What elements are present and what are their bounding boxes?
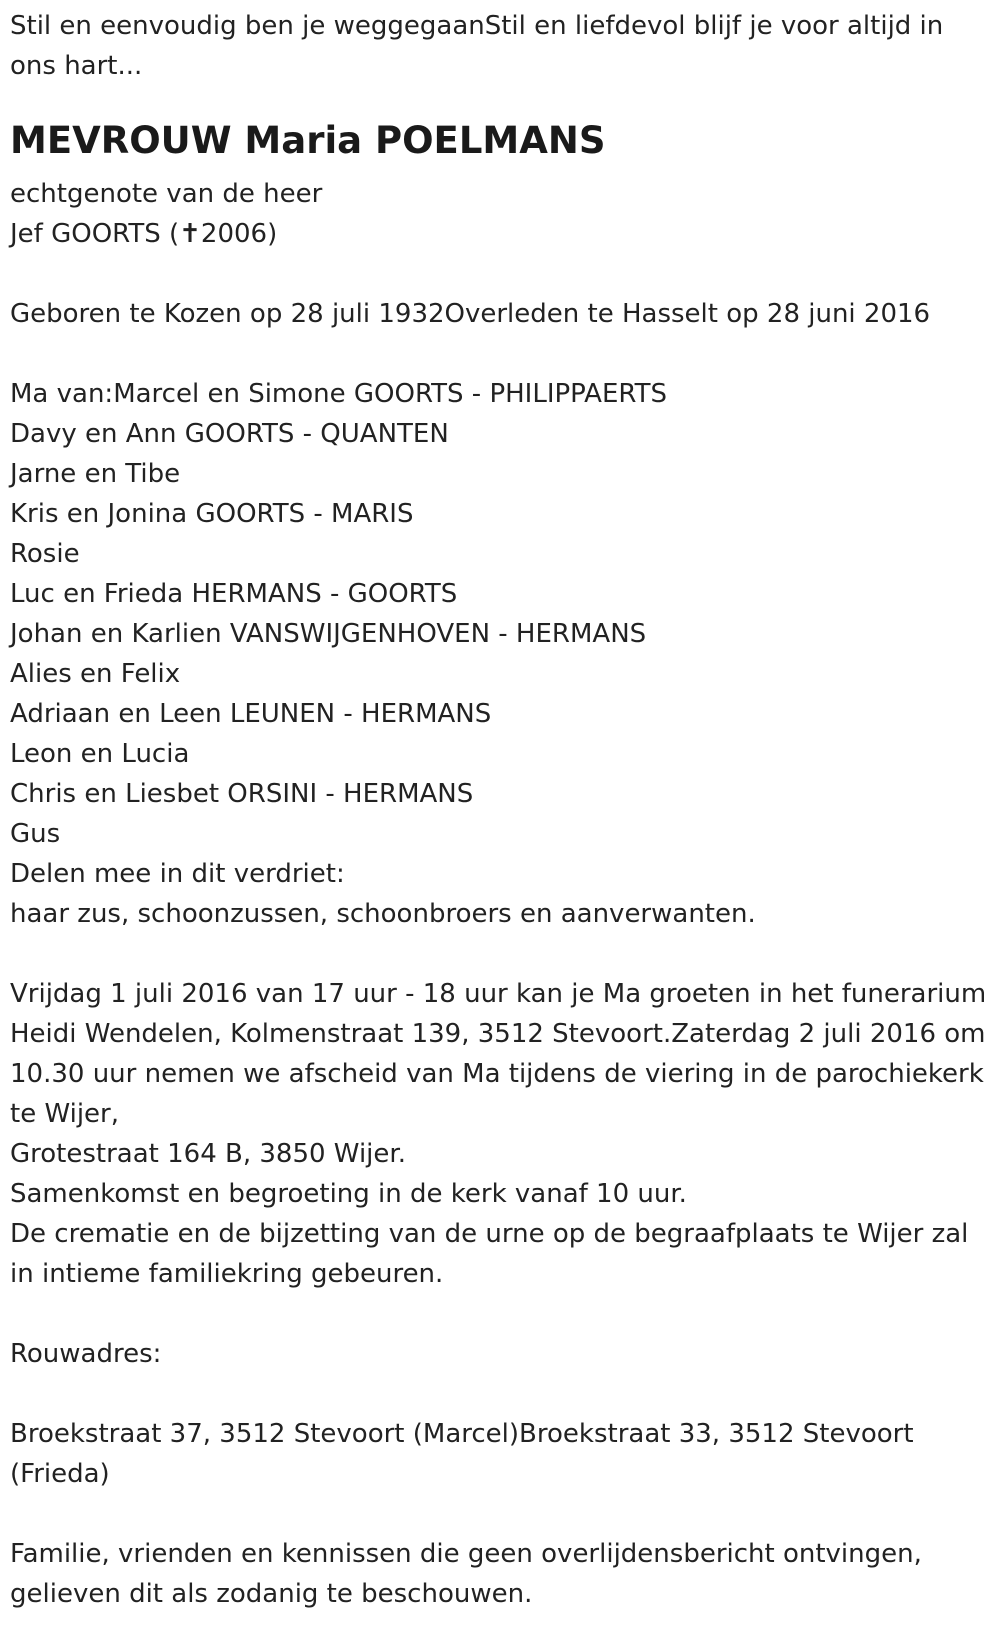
family-line: Luc en Frieda HERMANS - GOORTS xyxy=(10,579,458,609)
family-line: Chris en Liesbet ORSINI - HERMANS xyxy=(10,779,474,809)
family-line: Jarne en Tibe xyxy=(10,459,181,489)
spouse-line-2: Jef GOORTS (✝2006) xyxy=(10,219,278,249)
spacer xyxy=(10,1494,990,1534)
spacer xyxy=(10,934,990,974)
family-list xyxy=(10,374,990,934)
ceremony-paragraph: Samenkomst en begroeting in de kerk vanaf 10 uur. xyxy=(10,1179,687,1209)
spacer xyxy=(10,334,990,374)
spacer xyxy=(10,1374,990,1414)
family-line: Adriaan en Leen LEUNEN - HERMANS xyxy=(10,699,492,729)
family-line: Kris en Jonina GOORTS - MARIS xyxy=(10,499,414,529)
family-line: Rosie xyxy=(10,539,80,569)
deceased-name: MEVROUW Maria POELMANS xyxy=(10,119,606,162)
family-line: Delen mee in dit verdriet: xyxy=(10,859,345,889)
closing-text: Familie, vrienden en kennissen die geen overlijdensbericht ontvingen, gelieven dit als zodanig te beschouwen. xyxy=(10,1539,922,1609)
mourning-addresses: Broekstraat 37, 3512 Stevoort (Marcel)Broekstraat 33, 3512 Stevoort (Frieda) xyxy=(10,1419,914,1489)
family-line: Davy en Ann GOORTS - QUANTEN xyxy=(10,419,449,449)
ceremony-paragraph: Grotestraat 164 B, 3850 Wijer. xyxy=(10,1139,406,1169)
ceremony-details xyxy=(10,974,990,1294)
family-line: Leon en Lucia xyxy=(10,739,190,769)
family-line: haar zus, schoonzussen, schoonbroers en aanverwanten. xyxy=(10,899,756,929)
birth-death-line: Geboren te Kozen op 28 juli 1932Overleden te Hasselt op 28 juni 2016 xyxy=(10,299,931,329)
address-label: Rouwadres: xyxy=(10,1339,162,1369)
family-line: Ma van:Marcel en Simone GOORTS - PHILIPPAERTS xyxy=(10,379,667,409)
ceremony-paragraph: De crematie en de bijzetting van de urne op de begraafplaats te Wijer zal in intieme familiekring gebeuren. xyxy=(10,1219,969,1289)
ceremony-paragraph: Vrijdag 1 juli 2016 van 17 uur - 18 uur kan je Ma groeten in het funerarium Heidi Wendelen, Kolmenstraat 139, 3512 Stevoort.Zaterdag 2 juli 2016 om 10.30 uur nemen we afscheid van Ma tijdens de viering in de parochiekerk te Wijer, xyxy=(10,979,987,1129)
spacer xyxy=(10,254,990,294)
spacer xyxy=(10,1294,990,1334)
family-line: Gus xyxy=(10,819,61,849)
family-line: Alies en Felix xyxy=(10,659,181,689)
spouse-line-1: echtgenote van de heer xyxy=(10,179,323,209)
family-line: Johan en Karlien VANSWIJGENHOVEN - HERMANS xyxy=(10,619,647,649)
intro-text: Stil en eenvoudig ben je weggegaanStil en liefdevol blijf je voor altijd in ons hart... xyxy=(10,11,944,81)
